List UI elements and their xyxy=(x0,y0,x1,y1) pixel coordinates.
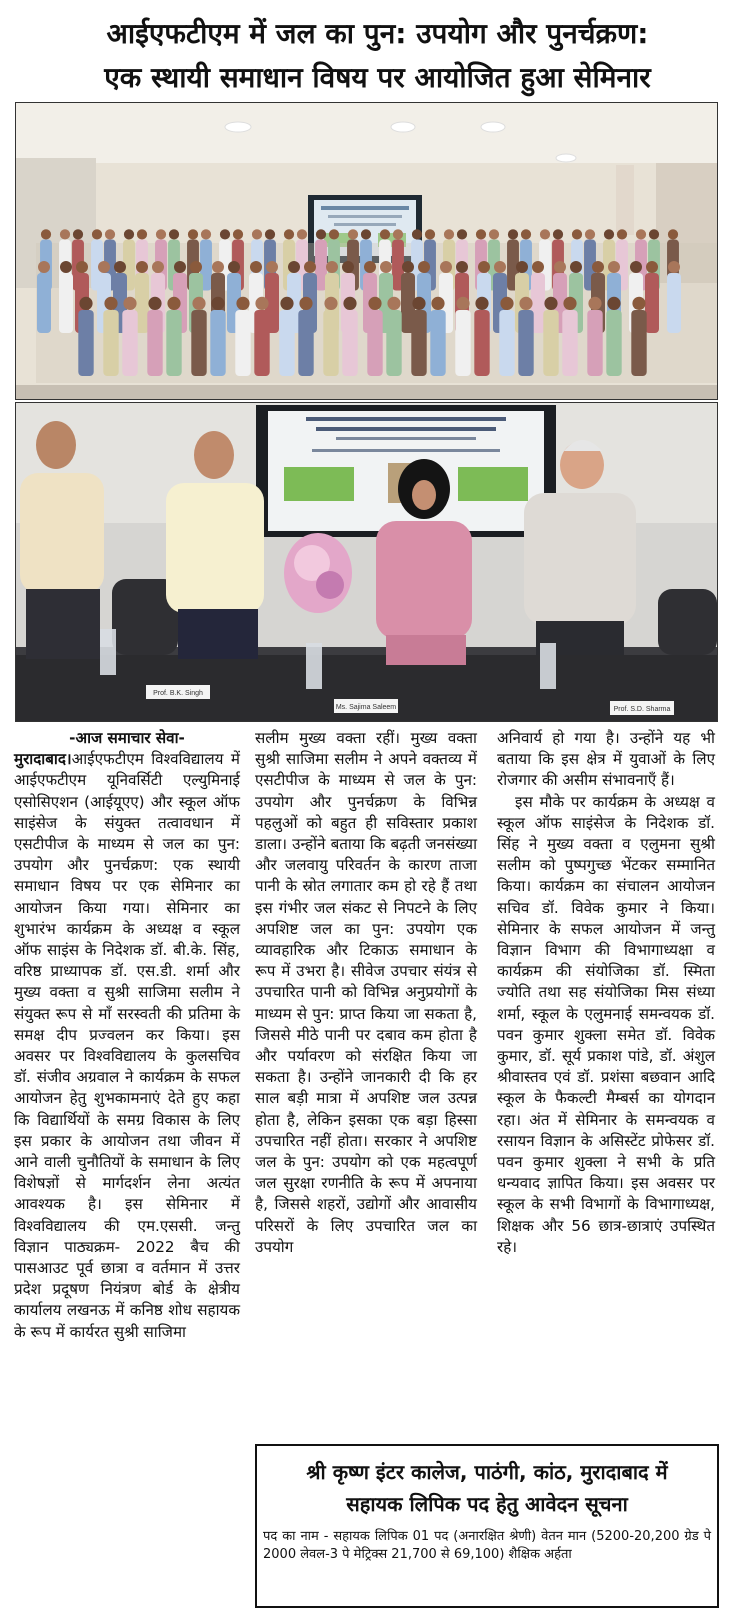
crowd-person-head xyxy=(368,297,381,310)
crowd-person-body xyxy=(59,273,73,333)
crowd-person-head xyxy=(418,261,430,273)
article-column-2 xyxy=(255,728,477,1258)
crowd-person-head xyxy=(608,261,620,273)
crowd-person-head xyxy=(532,261,544,273)
crowd-person-body xyxy=(367,310,382,376)
crowd-person-head xyxy=(148,297,161,310)
bouquet-photo xyxy=(15,402,718,722)
crowd-person-head xyxy=(632,297,645,310)
crowd-person-head xyxy=(570,261,582,273)
crowd-person-head xyxy=(297,229,307,239)
crowd-person-head xyxy=(393,229,403,239)
headline xyxy=(0,12,755,100)
crowd-person-head xyxy=(41,229,51,239)
crowd-person-head xyxy=(440,261,452,273)
recruitment-notice-title xyxy=(257,1456,717,1520)
crowd-person-body xyxy=(474,310,489,376)
article-column-1-body: आईएफटीएम विश्वविद्यालय में आईएफटीएम यूनिवर्सिटी एल्युमिनाई एसोसिएशन (आईयूएए) और स्कूल ऑफ साइंसेज के संयुक्त तत्वावधान में एसटीपीज के माध्यम से जल का पुन: उपयोग और पुनर्चक्रण: एक स्थायी समाधान विषय पर एक सेमिनार का आयोजन किया गया। सेमिनार का शुभारंभ कार्यक्रम के अध्यक्ष व स्कूल ऑफ साइंस के निदेशक डॉ. बी.के. सिंह, वरिष्ठ प्राध्यापक डॉ. एस.डी. शर्मा और मुख्य वक्ता व सुश्री साजिमा सलीम ने संयुक्त रूप से माँ सरस्वती की प्रतिमा के समक्ष दीप प्रज्वलन कर किया। इस अवसर पर विश्वविद्यालय के कुलसचिव डॉ. संजीव अग्रवाल ने कार्यक्रम के सफल आयोजन हेतु शुभकामनाएं देते हुए कहा कि विद्यार्थियों के समग्र विकास के लिए इस प्रकार के आयोजन तथा जीवन में आने वाली चुनौतियों के समाधान के लिए विशेषज्ञों से मार्गदर्शन लेना अत्यंत आवश्यक है। इस सेमिनार में विश्वविद्यालय की एम.एससी. जन्तु विज्ञान पाठ्यक्रम- 2022 बैच की पासआउट पूर्व छात्रा व वर्तमान में उत्तर प्रदेश प्रदूषण नियंत्रण बोर्ड के क्षेत्रीय कार्यालय लखनऊ में कनिष्ठ शोध सहायक के रूप में कार्यरत सुश्री साजिमा xyxy=(14,750,240,1341)
crowd-person-head xyxy=(342,261,354,273)
crowd-person-head xyxy=(553,229,563,239)
crowd-person-head xyxy=(167,297,180,310)
crowd-person-head xyxy=(255,297,268,310)
crowd-person-head xyxy=(489,229,499,239)
crowd-person-head xyxy=(508,229,518,239)
crowd-person-head xyxy=(79,297,92,310)
crowd-person-head xyxy=(361,229,371,239)
crowd-person-head xyxy=(380,261,392,273)
crowd-person-head xyxy=(475,297,488,310)
crowd-person-head xyxy=(456,261,468,273)
article-dateline: -आज समाचार सेवा- xyxy=(69,729,185,747)
crowd-person-body xyxy=(606,310,621,376)
article-column-3 xyxy=(497,728,715,1258)
crowd-person-body xyxy=(37,273,51,333)
crowd-person-head xyxy=(476,229,486,239)
crowd-person-head xyxy=(630,261,642,273)
crowd-person-head xyxy=(364,261,376,273)
crowd-person-head xyxy=(190,261,202,273)
crowd-person-head xyxy=(92,229,102,239)
crowd-person-head xyxy=(500,297,513,310)
crowd-person-head xyxy=(444,229,454,239)
crowd-person-head xyxy=(233,229,243,239)
crowd-person-body xyxy=(191,310,206,376)
bouquet-photo-illustration xyxy=(16,403,717,721)
headline-line-2: एक स्थायी समाधान विषय पर आयोजित हुआ सेमिनार xyxy=(104,61,651,94)
crowd-person-head xyxy=(494,261,506,273)
article-column-2-text: सलीम मुख्य वक्ता रहीं। मुख्य वक्ता सुश्री साजिमा सलीम ने अपने वक्तव्य में एसटीपीज के माध्यम से जल के पुन: उपयोग और पुनर्चक्रण के विभिन्न पहलुओं को बहुत ही सविस्तार प्रकाश डाला। उन्होंने बताया कि बढ़ती जनसंख्या और जलवायु परिवर्तन के कारण ताजा पानी के स्रोत लगातार कम हो रहे हैं तथा इस गंभीर जल संकट से निपटने के लिए अपशिष्ट जल का पुन: उपयोग एक व्यावहारिक और टिकाऊ समाधान के रूप में उभरा है। सीवेज उपचार संयंत्र से उपचारित पानी को विभिन्न अनुप्रयोगों के माध्यम से पुन: प्राप्त किया जा सकता है, जिससे मीठे पानी पर दबाव कम होता है और पर्यावरण को संरक्षित किया जा सकता है। उन्होंने जानकारी दी कि हर साल बड़ी मात्रा में अपशिष्ट जल उत्पन्न होता है, लेकिन इसका एक बड़ा हिस्सा उपचारित नहीं होता। सरकार ने अपशिष्ट जल के पुन: उपयोग को एक महत्वपूर्ण जल सुरक्षा रणनीति के रूप में अपनाया है, जिससे शहरों, उद्योगों और आवासीय परिसरों के लिए उपचारित जल का उपयोग xyxy=(255,729,477,1256)
crowd-person-head xyxy=(592,261,604,273)
recruitment-notice-title-line-1: श्री कृष्ण इंटर कालेज, पाठंगी, कांठ, मुरादाबाद में xyxy=(306,1460,668,1484)
crowd-person-body xyxy=(518,310,533,376)
crowd-person-head xyxy=(137,229,147,239)
crowd-person-head xyxy=(174,261,186,273)
crowd-person-body xyxy=(386,310,401,376)
group-photo xyxy=(15,102,718,400)
crowd-person-head xyxy=(316,229,326,239)
crowd-person-head xyxy=(572,229,582,239)
recruitment-notice-body: पद का नाम - सहायक लिपिक 01 पद (अनारक्षित श्रेणी) वेतन मान (5200-20,200 ग्रेड पे 2000 लेवल-3 पे मेट्रिक्स 21,700 से 69,100) शैक्षिक अर्हता xyxy=(263,1529,711,1562)
crowd-person-head xyxy=(188,229,198,239)
crowd-person-body xyxy=(631,310,646,376)
crowd-person-head xyxy=(123,297,136,310)
crowd-person-head xyxy=(329,229,339,239)
crowd-person-head xyxy=(76,261,88,273)
crowd-person-head xyxy=(412,297,425,310)
crowd-person-head xyxy=(457,229,467,239)
article-place: मुरादाबाद। xyxy=(14,750,72,769)
crowd-person-body xyxy=(499,310,514,376)
headline-line-1: आईएफटीएम में जल का पुन: उपयोग और पुनर्चक्रण: xyxy=(106,17,649,50)
crowd-person-head xyxy=(607,297,620,310)
crowd-person-body xyxy=(562,310,577,376)
top-strip xyxy=(0,0,755,10)
crowd-person-body xyxy=(78,310,93,376)
article-column-3-para-1: अनिवार्य हो गया है। उन्होंने यह भी बताया कि इस क्षेत्र में युवाओं के लिए रोजगार की असीम संभावनाएँ हैं। xyxy=(497,729,715,790)
crowd-person-body xyxy=(166,310,181,376)
nameplate-3-text: Prof. S.D. Sharma xyxy=(613,706,671,713)
crowd-person-head xyxy=(236,297,249,310)
crowd-person-head xyxy=(265,229,275,239)
article-column-1 xyxy=(14,728,240,1343)
crowd-person-head xyxy=(152,261,164,273)
crowd-person-head xyxy=(220,229,230,239)
crowd-person-body xyxy=(342,310,357,376)
crowd-person-head xyxy=(60,229,70,239)
crowd-person-head xyxy=(299,297,312,310)
crowd-person-head xyxy=(288,261,300,273)
crowd-person-body xyxy=(103,310,118,376)
crowd-person-head xyxy=(60,261,72,273)
nameplate-1 xyxy=(146,685,210,699)
crowd-person-body xyxy=(279,310,294,376)
crowd-person-head xyxy=(212,261,224,273)
crowd-person-body xyxy=(455,310,470,376)
crowd-person-body xyxy=(298,310,313,376)
crowd-person-head xyxy=(636,229,646,239)
crowd-person-head xyxy=(73,229,83,239)
crowd-person-head xyxy=(228,261,240,273)
crowd-person-head xyxy=(326,261,338,273)
crowd-person-head xyxy=(668,261,680,273)
crowd-person-head xyxy=(544,297,557,310)
crowd-person-head xyxy=(192,297,205,310)
crowd-person-head xyxy=(169,229,179,239)
group-photo-illustration xyxy=(16,103,717,399)
crowd-person-body xyxy=(122,310,137,376)
crowd-person-head xyxy=(604,229,614,239)
crowd-person-head xyxy=(124,229,134,239)
crowd-person-head xyxy=(156,229,166,239)
crowd-person-head xyxy=(585,229,595,239)
crowd-person-head xyxy=(554,261,566,273)
crowd-person-body xyxy=(254,310,269,376)
crowd-person-body xyxy=(411,310,426,376)
crowd-person-head xyxy=(521,229,531,239)
crowd-person-head xyxy=(646,261,658,273)
nameplate-3 xyxy=(610,701,674,715)
crowd-person-head xyxy=(201,229,211,239)
crowd-person-head xyxy=(649,229,659,239)
crowd-person-head xyxy=(668,229,678,239)
crowd-person-head xyxy=(617,229,627,239)
recruitment-notice-box xyxy=(255,1444,719,1608)
crowd-person-head xyxy=(519,297,532,310)
crowd-person-body xyxy=(645,273,659,333)
article-column-1-text xyxy=(14,749,240,1343)
crowd-person-head xyxy=(402,261,414,273)
crowd-person-head xyxy=(280,297,293,310)
crowd-person-head xyxy=(588,297,601,310)
crowd-person-head xyxy=(324,297,337,310)
recruitment-notice-title-line-2: सहायक लिपिक पद हेतु आवेदन सूचना xyxy=(346,1492,628,1516)
crowd-person-head xyxy=(211,297,224,310)
crowd-person-head xyxy=(456,297,469,310)
crowd-person-head xyxy=(250,261,262,273)
crowd-person-body xyxy=(430,310,445,376)
crowd-person-head xyxy=(284,229,294,239)
crowd-person-head xyxy=(114,261,126,273)
crowd-person-body xyxy=(667,273,681,333)
crowd-person-head xyxy=(425,229,435,239)
crowd-person-head xyxy=(252,229,262,239)
nameplate-2-text: Ms. Sajima Saleem xyxy=(335,704,397,711)
article-column-3-para-2: इस मौके पर कार्यक्रम के अध्यक्ष व स्कूल ऑफ साइंसेज के निदेशक डॉ. सिंह ने मुख्य वक्ता व एलुमना सुश्री सलीम को पुष्पगुच्छ भेंटकर सम्मानित किया। कार्यक्रम का संचालन आयोजन सचिव डॉ. विवेक कुमार ने किया। सेमिनार के सफल आयोजन में जन्तु विज्ञान विभाग की विभागाध्यक्षा व कार्यक्रम की संयोजिका डॉ. स्मिता ज्योति तथा सह संयोजिका मिस संध्या शर्मा, स्कूल के एलुमनाई समन्वयक डॉ. पवन कुमार शुक्ला समेत डॉ. विवेक कुमार, डॉ. सूर्य प्रकाश पांडे, डॉ. अंशुल श्रीवास्तव एवं डॉ. प्रशंसा बछवान आदि स्कूल के फैकल्टी मैम्बर्स का योगदान रहा। अंत में सेमिनार के समन्वयक व रसायन विज्ञान के असिस्टेंट प्रोफेसर डॉ. पवन कुमार शुक्ला ने सभी के प्रति धन्यवाद ज्ञापित किया। इस अवसर पर स्कूल के सभी विभागों के विभागाध्यक्ष, शिक्षक और 56 छात्र-छात्राएं उपस्थित रहे। xyxy=(497,792,715,1256)
crowd-person-head xyxy=(105,229,115,239)
crowd-person-head xyxy=(380,229,390,239)
crowd-person-body xyxy=(323,310,338,376)
crowd-person-head xyxy=(516,261,528,273)
crowd-person-head xyxy=(563,297,576,310)
crowd-person-head xyxy=(431,297,444,310)
nameplate-1-text: Prof. B.K. Singh xyxy=(153,690,203,697)
crowd-person-body xyxy=(543,310,558,376)
crowd-person-head xyxy=(478,261,490,273)
crowd-person-head xyxy=(343,297,356,310)
crowd-person-body xyxy=(210,310,225,376)
crowd-person-head xyxy=(412,229,422,239)
crowd-person-head xyxy=(38,261,50,273)
crowd-person-body xyxy=(235,310,250,376)
nameplate-2 xyxy=(334,699,398,713)
crowd-person-head xyxy=(540,229,550,239)
crowd-person-head xyxy=(136,261,148,273)
crowd-person-body xyxy=(147,310,162,376)
crowd-person-head xyxy=(304,261,316,273)
crowd-person-body xyxy=(587,310,602,376)
crowd-person-head xyxy=(348,229,358,239)
crowd-person-head xyxy=(266,261,278,273)
crowd-person-head xyxy=(98,261,110,273)
crowd-person-head xyxy=(387,297,400,310)
crowd-person-head xyxy=(104,297,117,310)
